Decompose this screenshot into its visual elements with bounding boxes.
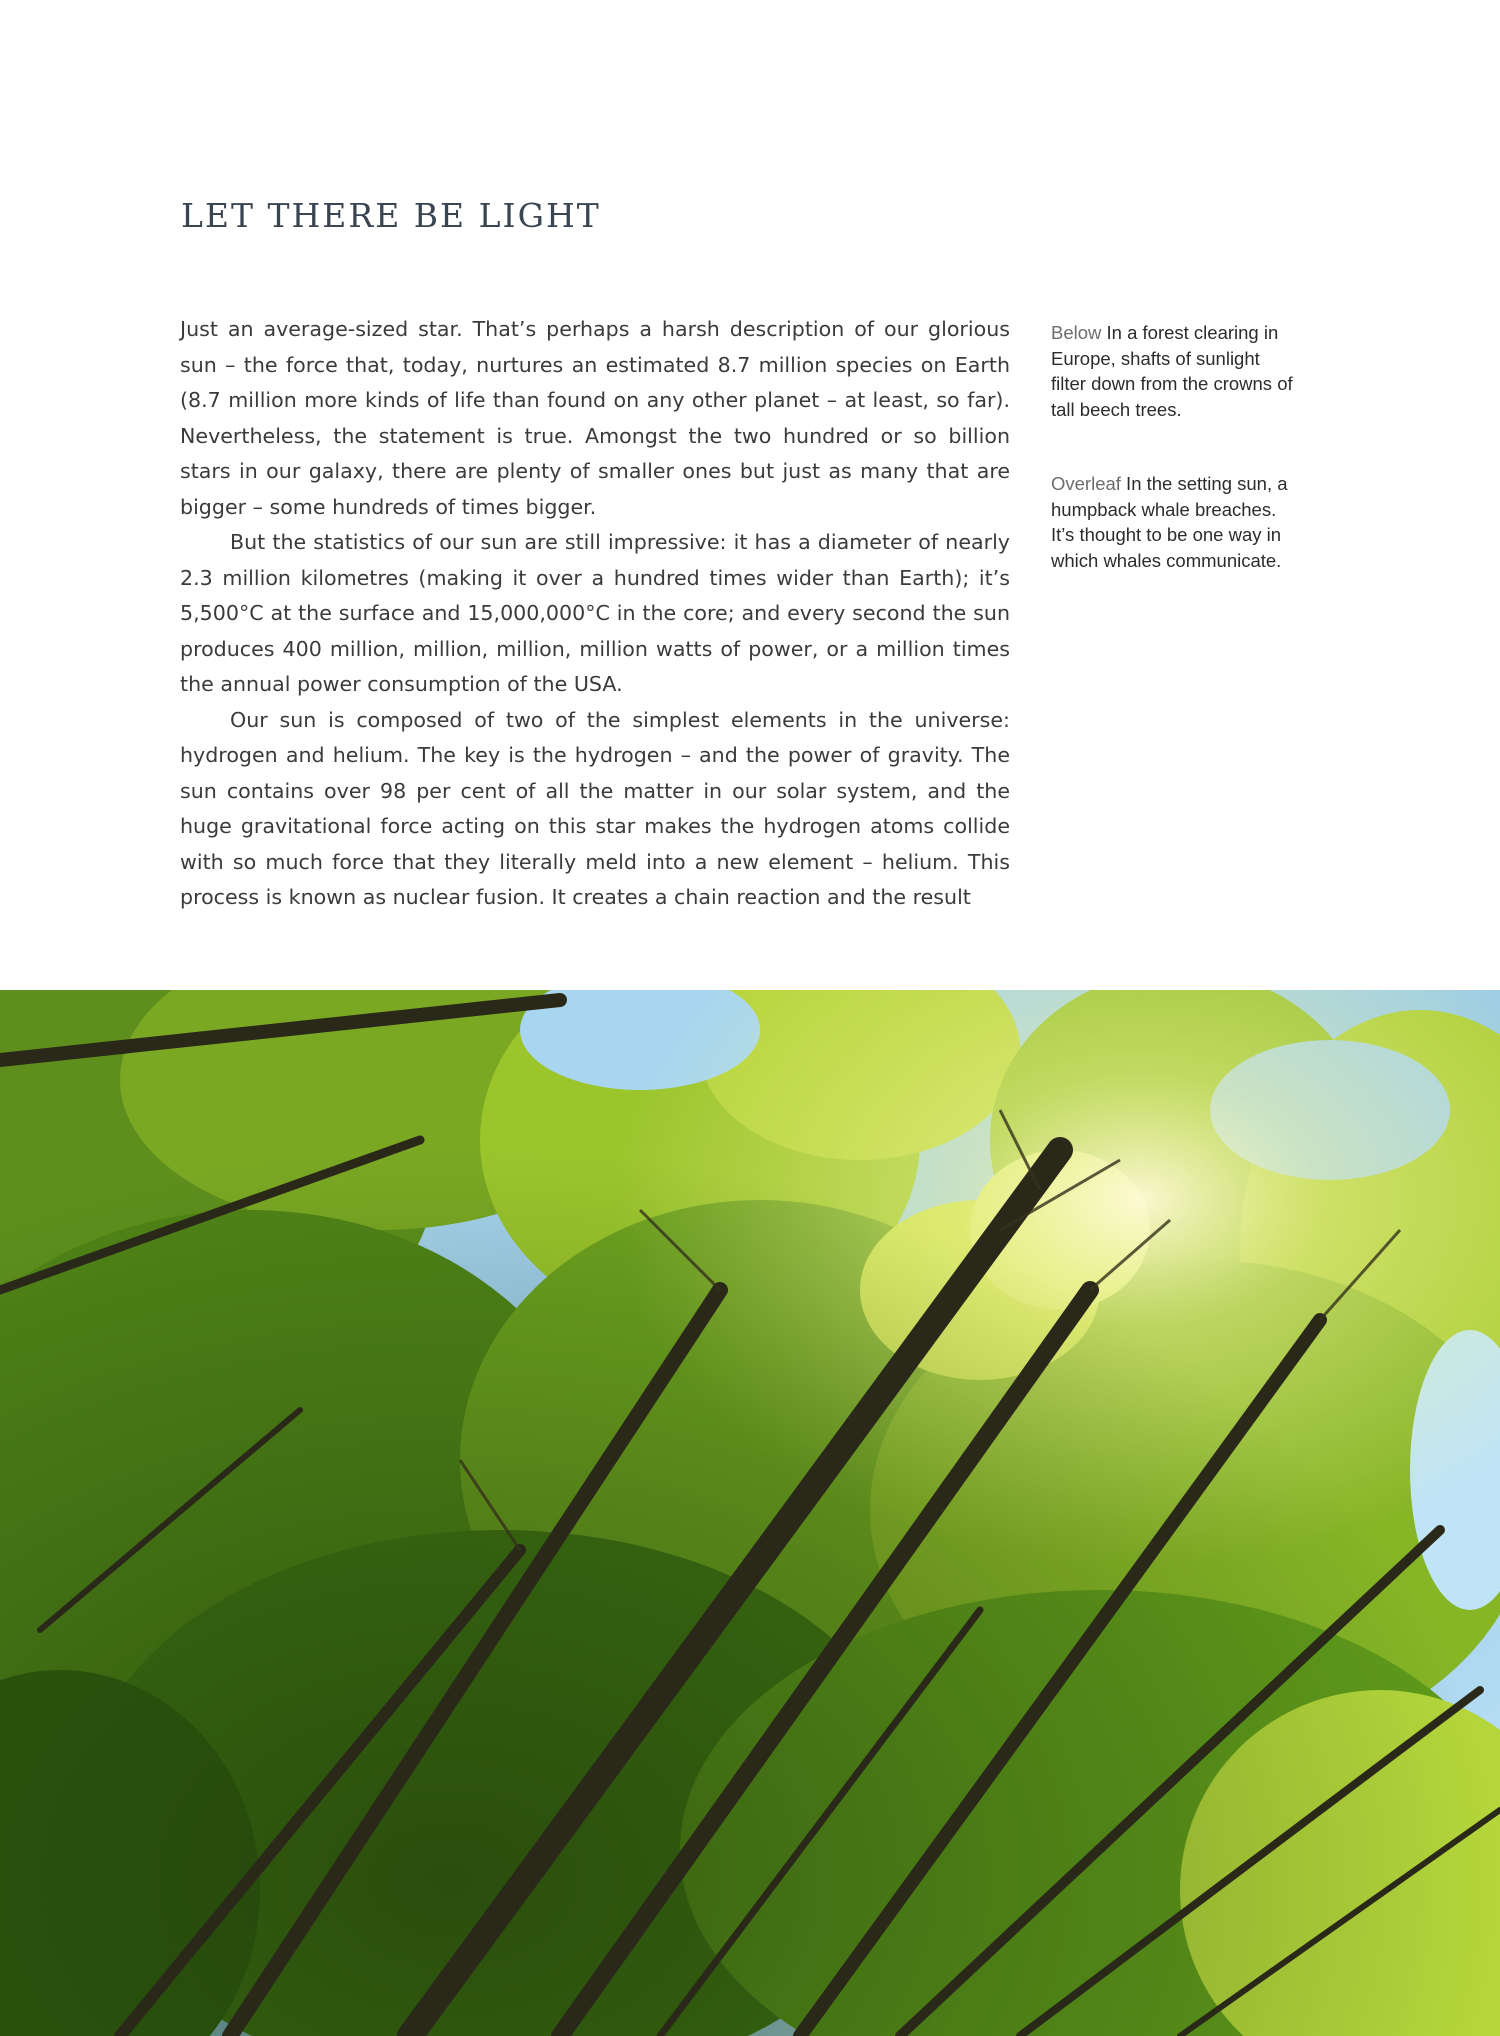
caption-lead: Overleaf xyxy=(1051,473,1121,494)
paragraph: But the statistics of our sun are still impressive: it has a diameter of nearly 2.3 million kilometres (making it over a hundred times wider than Earth); it’s 5,500°C at the surface and 15,000,000°C in the core; and every second the sun produces 400 million, million, million, million watts of power, or a million times the annual power consumption of the USA. xyxy=(180,530,1010,696)
photo-caption-below xyxy=(1051,320,1296,422)
forest-canopy-photo xyxy=(0,990,1500,2036)
caption-text: In the setting sun, a humpback whale breaches. It’s thought to be one way in which whales communicate. xyxy=(1051,473,1288,571)
photo-caption-overleaf xyxy=(1051,471,1296,573)
page-title: LET THERE BE LIGHT xyxy=(181,196,601,235)
article-body xyxy=(180,312,1010,916)
paragraph: Just an average-sized star. That’s perhaps a harsh description of our glorious sun – the force that, today, nurtures an estimated 8.7 million species on Earth (8.7 million more kinds of life than found on any other planet – at least, so far). Nevertheless, the statement is true. Amongst the two hundred or so billion stars in our galaxy, there are plenty of smaller ones but just as many that are bigger – some hundreds of times bigger. xyxy=(180,317,1010,519)
paragraph: Our sun is composed of two of the simplest elements in the universe: hydrogen and helium. The key is the hydrogen – and the power of gravity. The sun contains over 98 per cent of all the matter in our solar system, and the huge gravitational force acting on this star makes the hydrogen atoms collide with so much force that they literally meld into a new element – helium. This process is known as nuclear fusion. It creates a chain reaction and the result xyxy=(180,707,1010,909)
caption-text: In a forest clearing in Europe, shafts of sunlight filter down from the crowns of tall beech trees. xyxy=(1051,322,1293,420)
caption-lead: Below xyxy=(1051,322,1102,343)
